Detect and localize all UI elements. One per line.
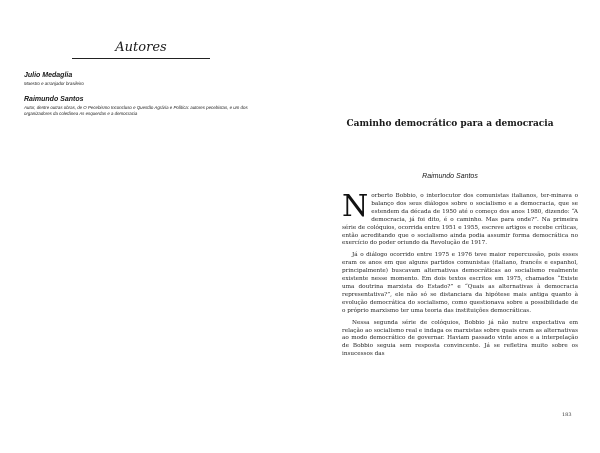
- author-name: Raimundo Santos: [24, 96, 84, 103]
- paragraph: Nessa segunda série de colóquios, Bobbio já não nutre expectativa em relação ao socialismo real e indaga os marxistas sobre quais eram as alternativas ao modo democrático de governar. Haviam passado vinte anos e a interpelação de Bobbio seguia sem resposta convincente. Já se refletira muito sobre os insucessos das: [342, 319, 578, 358]
- paragraph: Já o diálogo ocorrido entre 1975 e 1976 teve maior repercussão, pois esses eram os anos em que alguns partidos comunistas (italiano, francês e espanhol, principalmente) buscavam alternativas democráticas ao socialismo realmente existente nesse momento. Em dois textos escritos em 1975, chamados “Existe uma doutrina marxista do Estado?” e “Quais as alternativas à democracia representativa?”, ele não só se distanciara da hipótese mais antiga quanto à evolução democrática do socialismo, como questionava sobre a possibilidade de o próprio marxismo ter uma teoria das instituições democráticas.: [342, 252, 578, 314]
- author-name: Julio Medaglia: [24, 72, 73, 79]
- author-description: Maestro e arranjador brasileiro: [24, 81, 84, 86]
- article-title: Caminho democrático para a democracia: [346, 119, 554, 129]
- authors-heading: Autores: [72, 38, 210, 59]
- author-description: Autor, dentre outras obras, de O Pecebismo Inconcluso e Questão Agrária e Política: autores pecebistas, e um dos organizadores da coletânea As esquerdas e a democracia: [24, 105, 248, 116]
- article-author: Raimundo Santos: [422, 173, 478, 180]
- page-number: 183: [562, 412, 572, 418]
- paragraph: [342, 189, 578, 248]
- drop-cap: N: [342, 189, 369, 224]
- right-page: [300, 0, 600, 453]
- paragraph-text: orberto Bobbio, o interlocutor dos comunistas italianos, ter-minava o balanço dos seus diálogos sobre o socialismo e a democracia, que se estendem da década de 1950 até o começo dos anos 1980, dizendo: “A democracia, já foi dito, é o caminho. Mas para onde?”. Na primeira série de colóquios, ocorrida entre 1951 e 1955, escreve artigos e recebe críticas, então acreditando que o socialismo ainda podia assumir forma democrática no exercício do poder oriundo da Revolução de 1917.: [342, 193, 578, 247]
- article-body: [342, 189, 578, 363]
